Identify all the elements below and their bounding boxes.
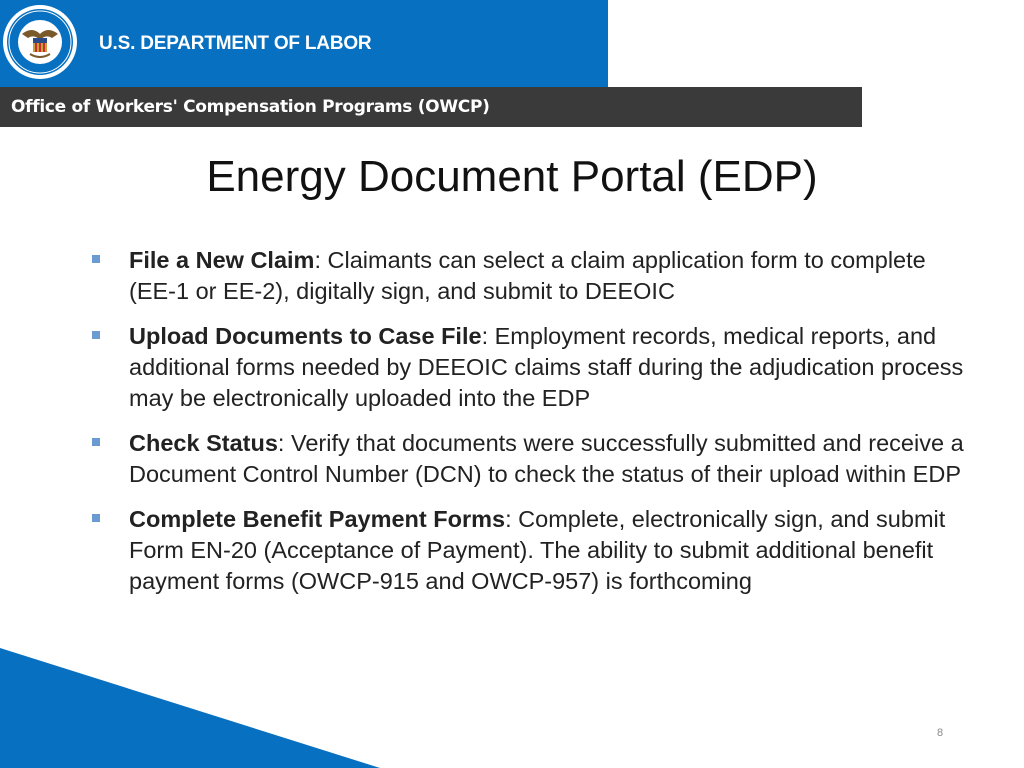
decorative-corner-triangle — [0, 648, 380, 768]
bullet-text: : Employment records, medical reports, and additional forms needed by DEEOIC claims staff during the adjudication process may be electronically uploaded into the EDP — [129, 323, 964, 411]
bullet-text: : Complete, electronically sign, and submit Form EN-20 (Acceptance of Payment). The ability to submit additional benefit payment forms (OWCP-915 and OWCP-957) is forthcoming — [129, 506, 946, 594]
bullet-item-upload-documents — [90, 321, 970, 414]
page-number: 8 — [936, 727, 944, 739]
bullet-term: File a New Claim — [129, 247, 315, 273]
slide-title: Energy Document Portal (EDP) — [206, 152, 818, 201]
bullet-list — [90, 245, 970, 611]
bullet-term: Upload Documents to Case File — [129, 323, 482, 349]
bullet-text: : Claimants can select a claim application form to complete (EE-1 or EE-2), digitally sign, and submit to DEEOIC — [129, 247, 926, 304]
owcp-header-bar — [0, 87, 862, 127]
department-name: U.S. DEPARTMENT OF LABOR — [99, 33, 372, 54]
square-bullet-icon — [92, 438, 100, 446]
dol-header-banner — [0, 0, 608, 87]
square-bullet-icon — [92, 331, 100, 339]
bullet-item-benefit-payment — [90, 504, 970, 597]
square-bullet-icon — [92, 514, 100, 522]
dol-seal-icon — [2, 4, 78, 80]
office-name: Office of Workers' Compensation Programs (OWCP) — [11, 97, 490, 117]
square-bullet-icon — [92, 255, 100, 263]
bullet-term: Check Status — [129, 430, 278, 456]
bullet-term: Complete Benefit Payment Forms — [129, 506, 506, 532]
bullet-text: : Verify that documents were successfully submitted and receive a Document Control Number (DCN) to check the status of their upload within EDP — [129, 430, 964, 487]
bullet-item-check-status — [90, 428, 970, 490]
bullet-item-file-claim — [90, 245, 970, 307]
